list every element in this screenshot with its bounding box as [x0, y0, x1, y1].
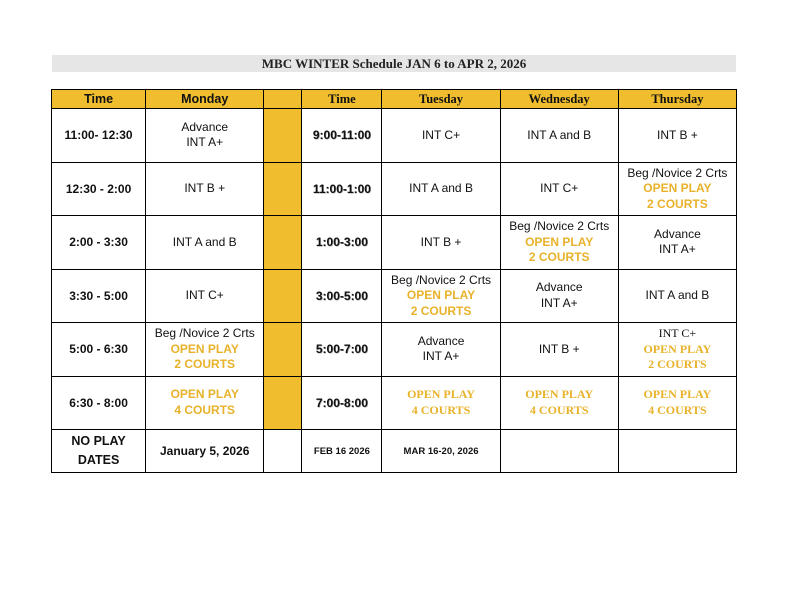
- open-play-label: OPEN PLAY: [170, 387, 239, 402]
- no-play-label-cell: [52, 430, 146, 473]
- session-label: INT A and B: [645, 288, 710, 302]
- wednesday-cell: [500, 109, 618, 163]
- courts-label: 4 COURTS: [529, 402, 589, 417]
- session-label: INT A and B: [527, 127, 592, 142]
- session-label: Advance: [181, 119, 229, 134]
- header-thursday: Thursday: [618, 90, 736, 109]
- courts-label: 2 COURTS: [647, 196, 708, 211]
- thursday-cell: [618, 109, 736, 163]
- session-label: INT A and B: [409, 181, 473, 195]
- monday-cell: [146, 376, 264, 430]
- header-time-1: Time: [52, 90, 146, 109]
- tuesday-cell: [382, 323, 500, 377]
- tuesday-cell: [382, 269, 500, 323]
- spacer-cell: [264, 376, 302, 430]
- table-row: [52, 376, 737, 430]
- no-play-monday: January 5, 2026: [146, 430, 264, 473]
- schedule-title: MBC WINTER Schedule JAN 6 to APR 2, 2026: [52, 55, 736, 72]
- time-cell-2: 11:00-1:00: [302, 162, 382, 216]
- spacer-cell: [264, 109, 302, 163]
- session-label: INT C+: [421, 127, 461, 142]
- session-label: INT C+: [658, 326, 697, 340]
- session-label: INT C+: [540, 181, 579, 195]
- table-row: [52, 216, 737, 270]
- open-play-label: OPEN PLAY: [406, 288, 476, 302]
- wednesday-cell: [500, 323, 618, 377]
- spacer-cell: [264, 430, 302, 473]
- wednesday-cell: [500, 269, 618, 323]
- spacer-cell: [264, 216, 302, 270]
- wednesday-cell: [500, 162, 618, 216]
- courts-label: 4 COURTS: [174, 402, 236, 417]
- session-label: Advance: [417, 333, 465, 348]
- tuesday-cell: [382, 376, 500, 430]
- no-play-wednesday: [500, 430, 618, 473]
- session-label: INT B +: [538, 341, 580, 356]
- tuesday-cell: [382, 109, 500, 163]
- courts-label: 2 COURTS: [410, 303, 472, 318]
- open-play-label: OPEN PLAY: [643, 181, 712, 195]
- time-cell-2: 1:00-3:00: [302, 216, 382, 270]
- thursday-cell: [618, 269, 736, 323]
- schedule-table: [51, 89, 737, 473]
- time-cell: 11:00- 12:30: [52, 109, 146, 163]
- session-label: INT A+: [540, 295, 578, 310]
- session-label: INT B +: [657, 127, 698, 142]
- open-play-label: OPEN PLAY: [170, 341, 239, 356]
- courts-label: 4 COURTS: [411, 402, 471, 417]
- spacer-cell: [264, 162, 302, 216]
- session-label: INT B +: [420, 234, 462, 249]
- courts-label: 2 COURTS: [174, 357, 236, 371]
- courts-label: 2 COURTS: [528, 250, 590, 264]
- tuesday-cell: [382, 162, 500, 216]
- table-row: [52, 109, 737, 163]
- table-row: [52, 323, 737, 377]
- monday-cell: [146, 109, 264, 163]
- open-play-label: OPEN PLAY: [643, 387, 712, 402]
- thursday-cell: [618, 216, 736, 270]
- header-wednesday: Wednesday: [500, 90, 618, 109]
- time-cell: 2:00 - 3:30: [52, 216, 146, 270]
- session-label: INT B +: [184, 181, 226, 195]
- thursday-cell: [618, 323, 736, 377]
- wednesday-cell: [500, 216, 618, 270]
- session-label: Beg /Novice 2 Crts: [154, 326, 255, 340]
- open-play-label: OPEN PLAY: [407, 387, 475, 402]
- table-row: [52, 162, 737, 216]
- no-play-label: DATES: [77, 453, 120, 467]
- no-play-label: NO PLAY: [71, 434, 126, 448]
- header-spacer: [264, 90, 302, 109]
- open-play-label: OPEN PLAY: [643, 341, 712, 356]
- session-label: INT A+: [659, 242, 696, 257]
- thursday-cell: [618, 376, 736, 430]
- spacer-cell: [264, 269, 302, 323]
- no-play-time2: FEB 16 2026: [302, 430, 382, 473]
- time-cell: 12:30 - 2:00: [52, 162, 146, 216]
- time-cell: 6:30 - 8:00: [52, 376, 146, 430]
- session-label: Beg /Novice 2 Crts: [391, 272, 492, 287]
- open-play-label: OPEN PLAY: [525, 234, 594, 249]
- header-monday: Monday: [146, 90, 264, 109]
- time-cell-2: 3:00-5:00: [302, 269, 382, 323]
- courts-label: 4 COURTS: [648, 402, 707, 417]
- courts-label: 2 COURTS: [648, 357, 707, 371]
- thursday-cell: [618, 162, 736, 216]
- session-label: Beg /Novice 2 Crts: [627, 165, 728, 180]
- session-label: Advance: [535, 280, 583, 295]
- wednesday-cell: [500, 376, 618, 430]
- session-label: Advance: [654, 226, 701, 241]
- monday-cell: [146, 216, 264, 270]
- monday-cell: [146, 323, 264, 377]
- no-play-tuesday: MAR 16-20, 2026: [382, 430, 500, 473]
- session-label: INT C+: [185, 288, 224, 302]
- no-play-thursday: [618, 430, 736, 473]
- time-cell: 3:30 - 5:00: [52, 269, 146, 323]
- open-play-label: OPEN PLAY: [525, 387, 594, 402]
- spacer-cell: [264, 323, 302, 377]
- no-play-row: [52, 430, 737, 473]
- session-label: INT A+: [186, 135, 224, 150]
- session-label: INT A and B: [172, 234, 237, 249]
- time-cell-2: 9:00-11:00: [302, 109, 382, 163]
- monday-cell: [146, 269, 264, 323]
- header-tuesday: Tuesday: [382, 90, 500, 109]
- tuesday-cell: [382, 216, 500, 270]
- time-cell: 5:00 - 6:30: [52, 323, 146, 377]
- header-time-2: Time: [302, 90, 382, 109]
- header-row: [52, 90, 737, 109]
- monday-cell: [146, 162, 264, 216]
- table-row: [52, 269, 737, 323]
- session-label: Beg /Novice 2 Crts: [509, 219, 610, 233]
- time-cell-2: 5:00-7:00: [302, 323, 382, 377]
- session-label: INT A+: [422, 349, 460, 364]
- time-cell-2: 7:00-8:00: [302, 376, 382, 430]
